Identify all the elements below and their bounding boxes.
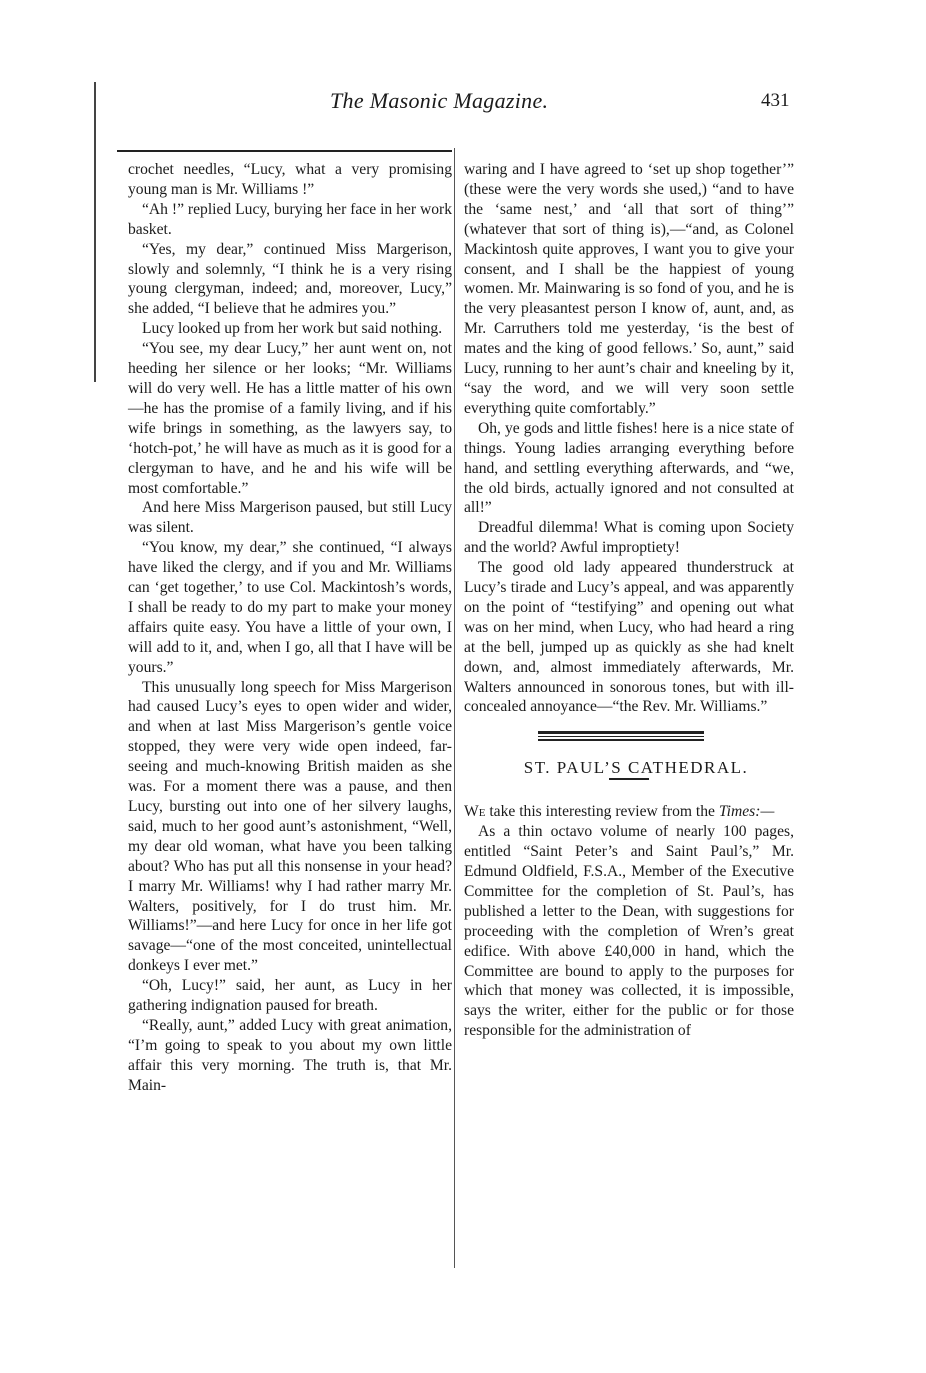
right-column: [464, 160, 794, 1041]
paragraph: This unusually long speech for Miss Margerison had caused Lucy’s eyes to open wider and wider, and when at last Miss Margerison’s gentle voice stopped, they were very wide open indeed, far-seeing and much-knowing British maiden as she was. For a moment there was a pause, and then Lucy, bursting out into one of her silvery laughs, said, much to her good aunt’s astonishment, “Well, my dear old woman, what have you been talking about? Who has put all this nonsense in your head? I marry Mr. Williams! why I had rather marry Mr. Walters, positively, for I do trust him. Mr. Williams!”—and here Lucy for once in her life got savage—“one of the most conceited, unintellectual donkeys I ever met.”: [128, 678, 452, 975]
intro-text: take this interesting review from the: [489, 803, 715, 821]
paragraph: “Yes, my dear,” continued Miss Margerison, slowly and solemnly, “I think he is a very rising young clergyman, indeed; and, moreover, Lucy,” she added, “I believe that he admires you.”: [128, 240, 452, 318]
paragraph: The good old lady appeared thunderstruck at Lucy’s tirade and Lucy’s appeal, and was apparently on the point of “testifying” and opening out what was on her mind, when Lucy, who had heard a ring at the bell, jumped up as quickly as she had knelt down, and, almost immediately afterwards, Mr. Walters announced in sonorous tones, but with ill-concealed annoyance—“the Rev. Mr. Williams.”: [464, 559, 794, 716]
heading-rule: [609, 778, 649, 780]
paragraph: And here Miss Margerison paused, but still Lucy was silent.: [128, 499, 452, 537]
paragraph: As a thin octavo volume of nearly 100 pages, entitled “Saint Peter’s and Saint Paul’s,” Mr. Edmund Oldfield, F.S.A., Member of the Executive Committee for the completion of St. Paul’s, has published a letter to the Dean, with suggestions for proceeding with the completion of Wren’s great edifice. With above £40,000 in hand, which the Committee are bound to apply to the purposes for which that money was collected, it is impossible, says the writer, either for the public or for those responsible for the administration of: [464, 823, 794, 1040]
paragraph: Oh, ye gods and little fishes! here is a nice state of things. Young ladies arranging everything before hand, and settling everything afterwards, and “we, the old birds, actually ignored and not consulted at all!”: [464, 419, 794, 517]
page-number: 431: [761, 90, 790, 111]
journal-title: The Masonic Magazine.: [330, 88, 549, 113]
paragraph: Lucy looked up from her work but said nothing.: [142, 320, 443, 338]
article-heading: ST. PAUL’S CATHEDRAL.: [523, 758, 749, 778]
paragraph: crochet needles, “Lucy, what a very promising young man is Mr. Williams !”: [128, 161, 452, 198]
paragraph: “You know, my dear,” she continued, “I always have liked the clergy, and if you and Mr. Williams can ‘get together,’ to use Col. Mackintosh’s words, I shall be ready to do my part to make your money affairs quite easy. You have a little of your own, I will add to it, and, when I go, all that I have will be yours.”: [128, 539, 452, 676]
paragraph: Dreadful dilemma! What is coming upon Society and the world? Awful improptiety!: [464, 519, 794, 557]
paragraph: “Oh, Lucy!” said, her aunt, as Lucy in her gathering indignation paused for breath.: [128, 977, 452, 1015]
margin-rule: [94, 82, 96, 382]
section-ornament: [464, 730, 794, 744]
intro-source: Times:—: [718, 803, 775, 821]
paragraph: waring and I have agreed to ‘set up shop together’” (these were the very words she used,) “and to have the ‘same nest,’ and ‘all that sort of thing’” (whatever that sort of thing is),—“and, as Colonel Mackintosh quite approves, I want you to give your consent, and I shall be the happiest of young women. Mr. Mainwaring is so fond of you, and he is the very pleasantest person I know of, aunt, and, as Mr. Carruthers told me yesterday, ‘is the best of mates and the king of good fellows.’ So, aunt,” said Lucy, running to her aunt’s chair and kneeling by it, “say the word, and we will very soon settle everything quite comfortably.”: [464, 161, 794, 417]
article-intro: [464, 802, 794, 822]
paragraph: “You see, my dear Lucy,” her aunt went on, not heeding her silence or her looks; “Mr. Williams will do very well. He has a little matter of his own—he has the promise of a family living, and if his wife brings in something, as the lawyers say, to ‘hotch-pot,’ he will have as much as it is good for a clergyman to have, and he and his wife will be most comfortable.”: [128, 340, 452, 497]
lead-word: We: [464, 803, 486, 821]
paragraph: “Really, aunt,” added Lucy with great animation, “I’m going to speak to you about my own little affair this very morning. The truth is, that Mr. Main-: [128, 1016, 452, 1094]
header-rule: [117, 150, 452, 152]
paragraph: “Ah !” replied Lucy, burying her face in her work basket.: [128, 200, 452, 238]
column-divider: [454, 148, 455, 1268]
running-head: [0, 88, 926, 124]
left-column: [128, 160, 452, 1096]
